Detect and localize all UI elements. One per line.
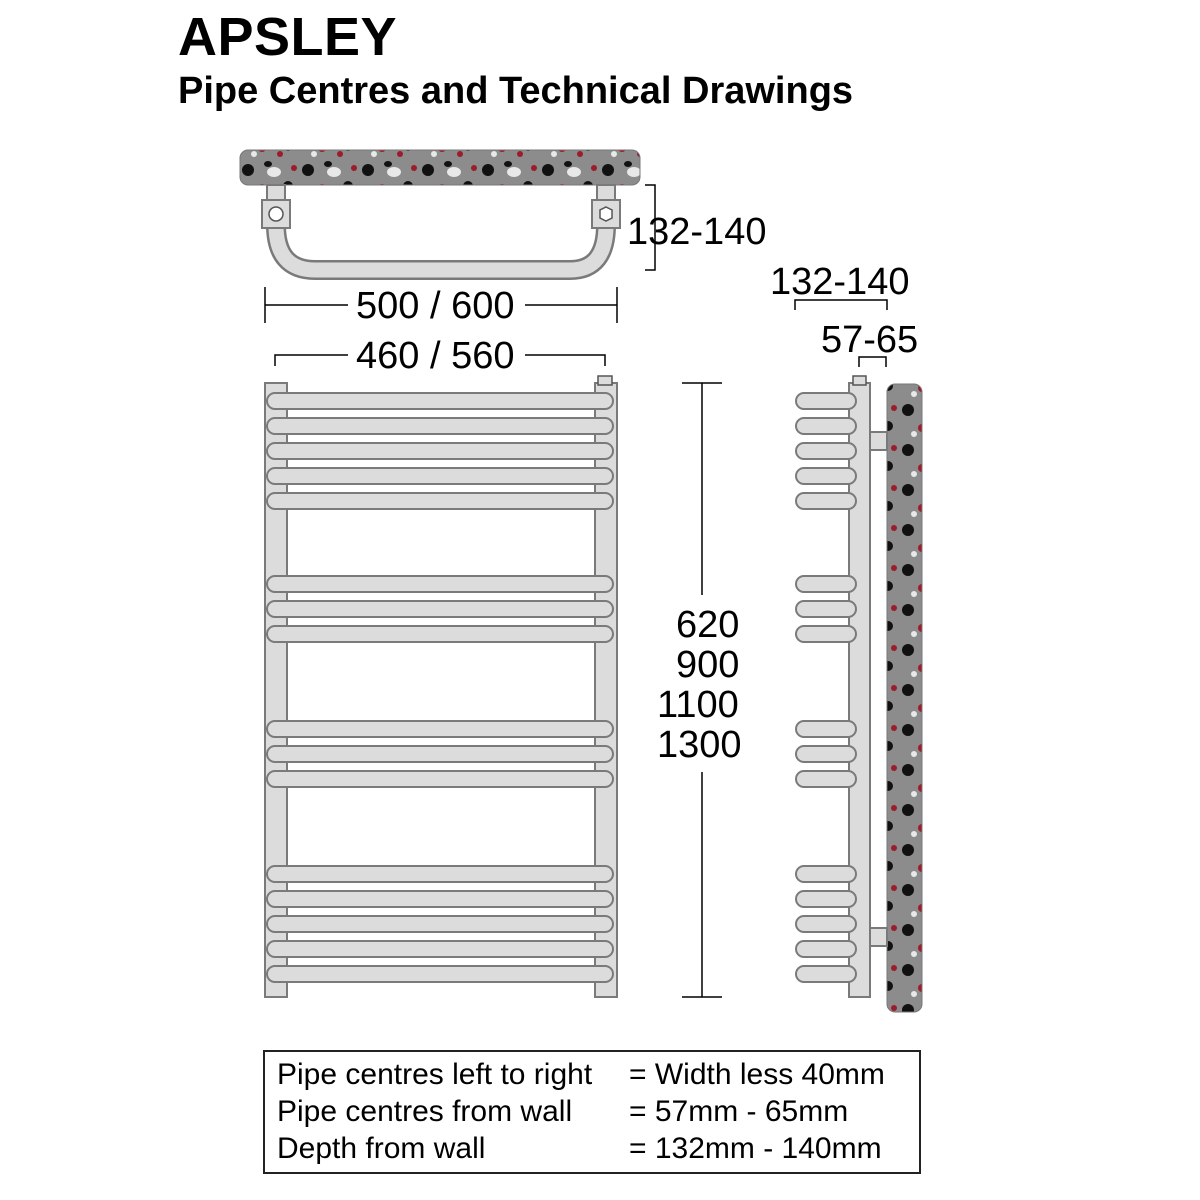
- info-label: Depth from wall: [277, 1132, 486, 1165]
- front-view: [265, 376, 617, 997]
- front-rail-bar: [267, 941, 613, 957]
- info-table: [263, 1050, 921, 1174]
- front-rail-bar: [267, 576, 613, 592]
- front-rail-bar: [267, 393, 613, 409]
- height-label-1300: 1300: [657, 724, 742, 766]
- side-bracket-bottom: [870, 928, 887, 946]
- height-label-620: 620: [676, 604, 740, 646]
- front-rail-bar: [267, 866, 613, 882]
- info-value: = 132mm - 140mm: [629, 1132, 882, 1165]
- side-rail-bar: [796, 771, 856, 787]
- side-rail-bar: [796, 746, 856, 762]
- width-dimensions: [265, 285, 617, 377]
- front-rail-bar: [267, 891, 613, 907]
- top-view-bracket-left: [267, 185, 285, 200]
- side-rail-bar: [796, 393, 856, 409]
- height-label-900: 900: [676, 644, 740, 686]
- front-rail-bar: [267, 916, 613, 932]
- side-rail-bar: [796, 443, 856, 459]
- side-rail-bar: [796, 601, 856, 617]
- front-rail-bar: [267, 418, 613, 434]
- height-dimension: [657, 383, 742, 997]
- side-rail-bar: [796, 941, 856, 957]
- side-wall-offset-label: 57-65: [821, 319, 919, 361]
- side-rail-bar: [796, 468, 856, 484]
- side-bracket-top: [870, 432, 887, 450]
- front-rail-bar: [267, 721, 613, 737]
- front-rail-bar: [267, 468, 613, 484]
- pipe-centres-width-label: 460 / 560: [356, 335, 515, 377]
- page-title: APSLEY: [178, 7, 398, 67]
- front-rail-bar: [267, 966, 613, 982]
- side-depth-label: 132-140: [770, 261, 910, 303]
- front-rail-bar: [267, 746, 613, 762]
- front-rail-bar: [267, 771, 613, 787]
- top-view-wall: [240, 150, 640, 185]
- top-view: [240, 150, 766, 270]
- side-rail-bar: [796, 916, 856, 932]
- side-rail-bar: [796, 721, 856, 737]
- height-label-1100: 1100: [657, 684, 739, 726]
- side-rail-bar: [796, 866, 856, 882]
- side-rail-bar: [796, 626, 856, 642]
- front-rail-bar: [267, 443, 613, 459]
- side-rail-bar: [796, 493, 856, 509]
- info-label: Pipe centres left to right: [277, 1058, 593, 1091]
- front-rail-bar: [267, 493, 613, 509]
- side-wall: [887, 384, 922, 1012]
- side-rail-bar: [796, 418, 856, 434]
- info-label: Pipe centres from wall: [277, 1095, 573, 1128]
- side-valve-cap: [853, 376, 866, 385]
- top-view-depth-label: 132-140: [627, 211, 767, 253]
- front-rail-bar: [267, 626, 613, 642]
- info-value: = Width less 40mm: [629, 1058, 885, 1091]
- top-view-bracket-right: [597, 185, 615, 200]
- front-valve-cap: [598, 376, 612, 385]
- page-subtitle: Pipe Centres and Technical Drawings: [178, 70, 854, 112]
- side-view: [770, 261, 922, 1012]
- side-rail-bar: [796, 576, 856, 592]
- front-rail-bar: [267, 601, 613, 617]
- info-value: = 57mm - 65mm: [629, 1095, 849, 1128]
- side-rail-bar: [796, 966, 856, 982]
- overall-width-label: 500 / 600: [356, 285, 515, 327]
- side-rail-bar: [796, 891, 856, 907]
